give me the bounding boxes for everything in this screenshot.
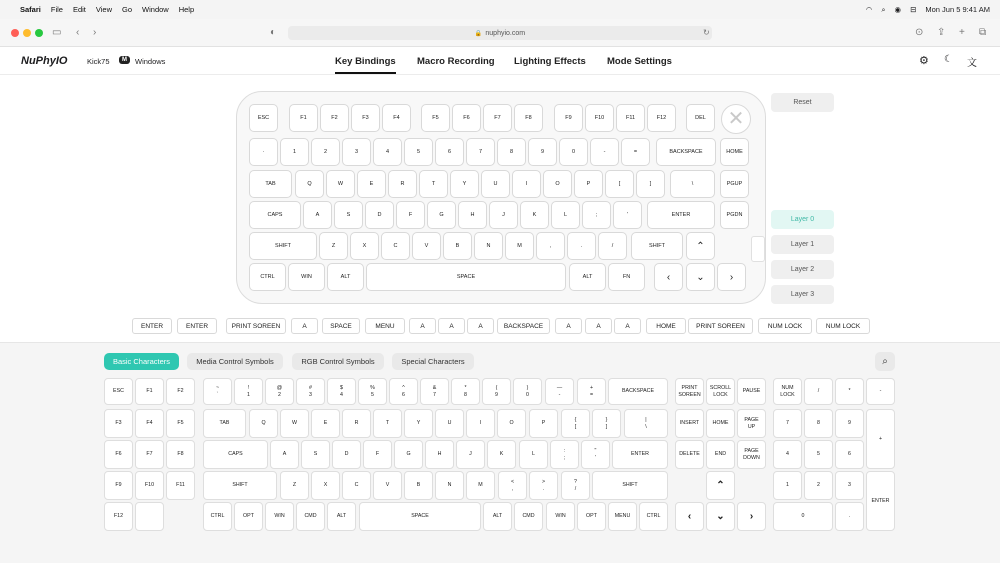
key-m[interactable]: M	[505, 232, 534, 260]
key-symbol[interactable]: ⌃	[686, 232, 715, 260]
language-icon[interactable]: 文	[967, 58, 977, 69]
extra-key-num-lock[interactable]: NUM LOCK	[758, 318, 812, 334]
extra-key-enter[interactable]: ENTER	[177, 318, 217, 334]
picker-key-symbol[interactable]: | \	[624, 409, 668, 438]
tab-basic-characters[interactable]: Basic Characters	[104, 353, 179, 370]
key-c[interactable]: C	[381, 232, 410, 260]
picker-key-symbol[interactable]: /	[804, 378, 833, 405]
extra-key-backspace[interactable]: BACKSPACE	[497, 318, 550, 334]
picker-key-symbol[interactable]: ? /	[561, 471, 590, 500]
key-f8[interactable]: F8	[514, 104, 543, 132]
picker-key-z[interactable]: Z	[280, 471, 309, 500]
picker-key-5[interactable]: % 5	[358, 378, 387, 405]
picker-key-delete[interactable]: DELETE	[675, 440, 704, 469]
back-icon[interactable]: ‹	[76, 27, 80, 38]
os-badge: M	[119, 56, 130, 64]
zoom-window-button[interactable]	[35, 29, 43, 37]
layer-0-button[interactable]: Layer 0	[771, 210, 834, 229]
key-fn[interactable]: FN	[608, 263, 645, 291]
key-e[interactable]: E	[357, 170, 386, 198]
picker-key-f1[interactable]: F1	[135, 378, 164, 405]
picker-key-symbol[interactable]: -	[866, 378, 895, 405]
new-tab-icon[interactable]: +	[959, 27, 965, 38]
picker-key-num-lock[interactable]: NUM LOCK	[773, 378, 802, 405]
extra-key-enter[interactable]: ENTER	[132, 318, 172, 334]
picker-key-w[interactable]: W	[280, 409, 309, 438]
key-win[interactable]: WIN	[288, 263, 325, 291]
picker-key-opt[interactable]: OPT	[577, 502, 606, 531]
key-esc[interactable]: ESC	[249, 104, 278, 132]
picker-key-insert[interactable]: INSERT	[675, 409, 704, 438]
picker-key-t[interactable]: T	[373, 409, 402, 438]
picker-key-opt[interactable]: OPT	[234, 502, 263, 531]
picker-key-o[interactable]: O	[497, 409, 526, 438]
key-symbol[interactable]: [	[605, 170, 634, 198]
picker-key-f8[interactable]: F8	[166, 440, 195, 469]
extra-key-home[interactable]: HOME	[646, 318, 686, 334]
picker-key-6[interactable]: ^ 6	[389, 378, 418, 405]
clock: Mon Jun 5 9:41 AM	[925, 5, 990, 14]
picker-key-symbol[interactable]: " '	[581, 440, 610, 469]
picker-key-symbol[interactable]: +	[866, 409, 895, 469]
menu-item-safari[interactable]: Safari	[20, 5, 41, 14]
extra-key-print-soreen[interactable]: PRINT SOREEN	[688, 318, 753, 334]
picker-key-ctrl[interactable]: CTRL	[203, 502, 232, 531]
key-s[interactable]: S	[334, 201, 363, 229]
tab-mode-settings[interactable]: Mode Settings	[607, 56, 672, 67]
picker-key-i[interactable]: I	[466, 409, 495, 438]
gear-icon[interactable]: ⚙	[919, 55, 929, 67]
picker-key-9[interactable]: ( 9	[482, 378, 511, 405]
extra-key-print-soreen[interactable]: PRINT SOREEN	[226, 318, 286, 334]
key-symbol[interactable]: ,	[536, 232, 565, 260]
key-symbol[interactable]: .	[567, 232, 596, 260]
picker-key-shift[interactable]: SHIFT	[592, 471, 668, 500]
picker-key-s[interactable]: S	[301, 440, 330, 469]
moon-icon[interactable]: ☾	[944, 54, 953, 65]
layer-2-button[interactable]: Layer 2	[771, 260, 834, 279]
menu-item-window[interactable]: Window	[142, 5, 169, 14]
picker-key-home[interactable]: HOME	[706, 409, 735, 438]
menu-item-help[interactable]: Help	[178, 5, 195, 14]
picker-key-page-up[interactable]: PAGE UP	[737, 409, 766, 438]
key-symbol[interactable]: '	[613, 201, 642, 229]
url-bar[interactable]	[288, 26, 712, 40]
picker-key-1[interactable]: 1	[773, 471, 802, 500]
key-0[interactable]: 0	[559, 138, 588, 166]
key-f[interactable]: F	[396, 201, 425, 229]
picker-key-caps[interactable]: CAPS	[203, 440, 268, 469]
wifi-icon[interactable]: ◠	[865, 5, 873, 14]
picker-key-symbol[interactable]: + =	[577, 378, 606, 405]
picker-key-v[interactable]: V	[373, 471, 402, 500]
menu-item-go[interactable]: Go	[122, 5, 133, 14]
picker-key-f2[interactable]: F2	[166, 378, 195, 405]
extra-key-a[interactable]: A	[467, 318, 494, 334]
picker-key-n[interactable]: N	[435, 471, 464, 500]
layer-1-button[interactable]: Layer 1	[771, 235, 834, 254]
key-symbol[interactable]: =	[621, 138, 650, 166]
key-9[interactable]: 9	[528, 138, 557, 166]
picker-key-backspace[interactable]: BACKSPACE	[608, 378, 668, 405]
picker-key-3[interactable]: 3	[835, 471, 864, 500]
key-3[interactable]: 3	[342, 138, 371, 166]
key-ctrl[interactable]: CTRL	[249, 263, 286, 291]
extra-key-menu[interactable]: MENU	[365, 318, 405, 334]
sidebar-icon[interactable]: ▭	[52, 27, 62, 38]
key-f7[interactable]: F7	[483, 104, 512, 132]
picker-key-f3[interactable]: F3	[104, 409, 133, 438]
key-k[interactable]: K	[520, 201, 549, 229]
extra-key-a[interactable]: A	[291, 318, 318, 334]
extra-key-a[interactable]: A	[585, 318, 612, 334]
key-f11[interactable]: F11	[616, 104, 645, 132]
key-symbol[interactable]: ]	[636, 170, 665, 198]
key-i[interactable]: I	[512, 170, 541, 198]
picker-key-f12[interactable]: F12	[104, 502, 133, 531]
forward-icon[interactable]: ›	[93, 27, 97, 38]
picker-key-9[interactable]: 9	[835, 409, 864, 438]
key-a[interactable]: A	[303, 201, 332, 229]
picker-key-blank[interactable]	[135, 502, 164, 531]
key-f3[interactable]: F3	[351, 104, 380, 132]
key-symbol[interactable]: ;	[582, 201, 611, 229]
device-name: Kick75	[87, 57, 110, 66]
picker-key-f[interactable]: F	[363, 440, 392, 469]
key-z[interactable]: Z	[319, 232, 348, 260]
extra-key-space[interactable]: SPACE	[322, 318, 360, 334]
picker-key-symbol[interactable]: ›	[737, 502, 766, 531]
minimize-window-button[interactable]	[23, 29, 31, 37]
key-home[interactable]: HOME	[720, 138, 749, 166]
picker-key-u[interactable]: U	[435, 409, 464, 438]
picker-key-l[interactable]: L	[519, 440, 548, 469]
picker-key-symbol[interactable]: > .	[529, 471, 558, 500]
picker-key-end[interactable]: END	[706, 440, 735, 469]
picker-key-enter[interactable]: ENTER	[866, 471, 895, 531]
picker-key-5[interactable]: 5	[804, 440, 833, 469]
picker-key-8[interactable]: 8	[804, 409, 833, 438]
picker-key-1[interactable]: ! 1	[234, 378, 263, 405]
key-tab[interactable]: TAB	[249, 170, 292, 198]
picker-key-symbol[interactable]: } ]	[592, 409, 621, 438]
picker-key-menu[interactable]: MENU	[608, 502, 637, 531]
key-j[interactable]: J	[489, 201, 518, 229]
picker-key-2[interactable]: @ 2	[265, 378, 294, 405]
key-t[interactable]: T	[419, 170, 448, 198]
picker-key-a[interactable]: A	[270, 440, 299, 469]
menu-item-edit[interactable]: Edit	[72, 5, 86, 14]
key-1[interactable]: 1	[280, 138, 309, 166]
key-g[interactable]: G	[427, 201, 456, 229]
layer-3-button[interactable]: Layer 3	[771, 285, 834, 304]
picker-key-3[interactable]: # 3	[296, 378, 325, 405]
key-q[interactable]: Q	[295, 170, 324, 198]
reload-icon[interactable]: ↻	[703, 28, 710, 37]
tab-media-control-symbols[interactable]: Media Control Symbols	[187, 353, 283, 370]
mac-menubar	[0, 0, 1000, 19]
key-alt[interactable]: ALT	[327, 263, 364, 291]
tab-key-bindings[interactable]: Key Bindings	[335, 56, 396, 74]
menu-items	[20, 5, 204, 14]
key-caps[interactable]: CAPS	[249, 201, 301, 229]
key-symbol[interactable]: ›	[717, 263, 746, 291]
picker-key-space[interactable]: SPACE	[359, 502, 481, 531]
key-y[interactable]: Y	[450, 170, 479, 198]
os-name: Windows	[135, 57, 166, 66]
key-2[interactable]: 2	[311, 138, 340, 166]
key-alt[interactable]: ALT	[569, 263, 606, 291]
key-h[interactable]: H	[458, 201, 487, 229]
picker-key-6[interactable]: 6	[835, 440, 864, 469]
knob[interactable]	[721, 104, 751, 134]
picker-key-p[interactable]: P	[529, 409, 558, 438]
picker-key-alt[interactable]: ALT	[327, 502, 356, 531]
lock-icon: 🔒	[474, 30, 483, 37]
key-shift[interactable]: SHIFT	[631, 232, 683, 260]
app-header	[0, 48, 1000, 75]
logo[interactable]: NuPhyIO	[21, 55, 68, 67]
key-pgdn[interactable]: PGDN	[720, 201, 749, 229]
picker-key-scroll-lock[interactable]: SCROLL LOCK	[706, 378, 735, 405]
picker-key-7[interactable]: & 7	[420, 378, 449, 405]
key-f1[interactable]: F1	[289, 104, 318, 132]
knob-x-icon: ✕	[727, 108, 745, 130]
key-6[interactable]: 6	[435, 138, 464, 166]
picker-key-r[interactable]: R	[342, 409, 371, 438]
search-button[interactable]	[875, 352, 895, 371]
key-d[interactable]: D	[365, 201, 394, 229]
picker-key-f9[interactable]: F9	[104, 471, 133, 500]
key-x[interactable]: X	[350, 232, 379, 260]
side-badge	[751, 236, 765, 262]
key-symbol[interactable]: \	[670, 170, 715, 198]
menubar-status	[866, 0, 990, 19]
tab-lighting-effects[interactable]: Lighting Effects	[514, 56, 586, 67]
key-space[interactable]: SPACE	[366, 263, 566, 291]
key-enter[interactable]: ENTER	[647, 201, 715, 229]
picker-key-q[interactable]: Q	[249, 409, 278, 438]
picker-key-f7[interactable]: F7	[135, 440, 164, 469]
key-f6[interactable]: F6	[452, 104, 481, 132]
share-icon[interactable]: ⇪	[937, 27, 946, 38]
picker-key-j[interactable]: J	[456, 440, 485, 469]
picker-key-y[interactable]: Y	[404, 409, 433, 438]
picker-key-8[interactable]: * 8	[451, 378, 480, 405]
picker-key-7[interactable]: 7	[773, 409, 802, 438]
picker-key-symbol[interactable]: ⌃	[706, 471, 735, 500]
picker-key-shift[interactable]: SHIFT	[203, 471, 277, 500]
picker-key-symbol[interactable]: ‹	[675, 502, 704, 531]
picker-key-symbol[interactable]: ⌄	[706, 502, 735, 531]
picker-key-ctrl[interactable]: CTRL	[639, 502, 668, 531]
key-4[interactable]: 4	[373, 138, 402, 166]
picker-key-page-down[interactable]: PAGE DOWN	[737, 440, 766, 469]
picker-key-symbol[interactable]: { [	[561, 409, 590, 438]
picker-key-win[interactable]: WIN	[546, 502, 575, 531]
picker-key-symbol[interactable]: ~ `	[203, 378, 232, 405]
picker-key-symbol[interactable]: < ,	[498, 471, 527, 500]
key-b[interactable]: B	[443, 232, 472, 260]
picker-key-f6[interactable]: F6	[104, 440, 133, 469]
picker-key-2[interactable]: 2	[804, 471, 833, 500]
picker-key-symbol[interactable]: *	[835, 378, 864, 405]
key-f5[interactable]: F5	[421, 104, 450, 132]
key-symbol[interactable]: /	[598, 232, 627, 260]
picker-key-win[interactable]: WIN	[265, 502, 294, 531]
extra-key-num-lock[interactable]: NUM LOCK	[816, 318, 870, 334]
key-8[interactable]: 8	[497, 138, 526, 166]
control-center-icon[interactable]: ⊟	[910, 5, 917, 14]
picker-key-f5[interactable]: F5	[166, 409, 195, 438]
reset-button[interactable]: Reset	[771, 93, 834, 112]
tab-special-characters[interactable]: Special Characters	[392, 353, 474, 370]
picker-key-0[interactable]: 0	[773, 502, 833, 531]
picker-key-d[interactable]: D	[332, 440, 361, 469]
key-7[interactable]: 7	[466, 138, 495, 166]
key-f10[interactable]: F10	[585, 104, 614, 132]
key-p[interactable]: P	[574, 170, 603, 198]
key-symbol[interactable]: ⌄	[686, 263, 715, 291]
key-o[interactable]: O	[543, 170, 572, 198]
extra-key-a[interactable]: A	[409, 318, 436, 334]
picker-key-f4[interactable]: F4	[135, 409, 164, 438]
key-f2[interactable]: F2	[320, 104, 349, 132]
browser-toolbar	[0, 19, 1000, 47]
close-window-button[interactable]	[11, 29, 19, 37]
key-w[interactable]: W	[326, 170, 355, 198]
picker-key-tab[interactable]: TAB	[203, 409, 246, 438]
picker-key-x[interactable]: X	[311, 471, 340, 500]
extra-key-a[interactable]: A	[555, 318, 582, 334]
picker-key-4[interactable]: $ 4	[327, 378, 356, 405]
picker-key-h[interactable]: H	[425, 440, 454, 469]
menu-item-file[interactable]: File	[50, 5, 63, 14]
picker-key-alt[interactable]: ALT	[483, 502, 512, 531]
key-u[interactable]: U	[481, 170, 510, 198]
picker-key-cmd[interactable]: CMD	[296, 502, 325, 531]
picker-key-b[interactable]: B	[404, 471, 433, 500]
menu-item-view[interactable]: View	[95, 5, 113, 14]
downloads-icon[interactable]: ⊙	[915, 27, 924, 38]
picker-key-f10[interactable]: F10	[135, 471, 164, 500]
search-icon: ⌕	[882, 356, 888, 367]
picker-key-g[interactable]: G	[394, 440, 423, 469]
picker-key-symbol[interactable]: : ;	[550, 440, 579, 469]
key-symbol[interactable]: ·	[249, 138, 278, 166]
picker-key-4[interactable]: 4	[773, 440, 802, 469]
search-icon[interactable]: ⌕	[881, 4, 886, 14]
picker-key-0[interactable]: ) 0	[513, 378, 542, 405]
key-5[interactable]: 5	[404, 138, 433, 166]
key-r[interactable]: R	[388, 170, 417, 198]
key-f12[interactable]: F12	[647, 104, 676, 132]
picker-key-pause[interactable]: PAUSE	[737, 378, 766, 405]
picker-key-symbol[interactable]: — -	[545, 378, 574, 405]
key-shift[interactable]: SHIFT	[249, 232, 317, 260]
tab-overview-icon[interactable]: ⧉	[979, 27, 987, 38]
key-l[interactable]: L	[551, 201, 580, 229]
key-f4[interactable]: F4	[382, 104, 411, 132]
picker-key-esc[interactable]: ESC	[104, 378, 133, 405]
picker-key-print-soreen[interactable]: PRINT SOREEN	[675, 378, 704, 405]
key-symbol[interactable]: -	[590, 138, 619, 166]
key-symbol[interactable]: ‹	[654, 263, 683, 291]
picker-key-cmd[interactable]: CMD	[514, 502, 543, 531]
key-pgup[interactable]: PGUP	[720, 170, 749, 198]
picker-key-e[interactable]: E	[311, 409, 340, 438]
key-backspace[interactable]: BACKSPACE	[656, 138, 716, 166]
picker-key-f11[interactable]: F11	[166, 471, 195, 500]
picker-key-c[interactable]: C	[342, 471, 371, 500]
key-v[interactable]: V	[412, 232, 441, 260]
extra-key-a[interactable]: A	[614, 318, 641, 334]
key-n[interactable]: N	[474, 232, 503, 260]
picker-key-symbol[interactable]: .	[835, 502, 864, 531]
privacy-shield-icon[interactable]: ◐	[270, 27, 277, 38]
picker-key-m[interactable]: M	[466, 471, 495, 500]
picker-key-k[interactable]: K	[487, 440, 516, 469]
key-f9[interactable]: F9	[554, 104, 583, 132]
key-del[interactable]: DEL	[686, 104, 715, 132]
tab-macro-recording[interactable]: Macro Recording	[417, 56, 495, 67]
tab-rgb-control-symbols[interactable]: RGB Control Symbols	[292, 353, 384, 370]
picker-key-enter[interactable]: ENTER	[612, 440, 668, 469]
extra-key-a[interactable]: A	[438, 318, 465, 334]
url-text: nuphyio.com	[485, 29, 526, 37]
user-icon[interactable]: ◉	[894, 5, 902, 14]
